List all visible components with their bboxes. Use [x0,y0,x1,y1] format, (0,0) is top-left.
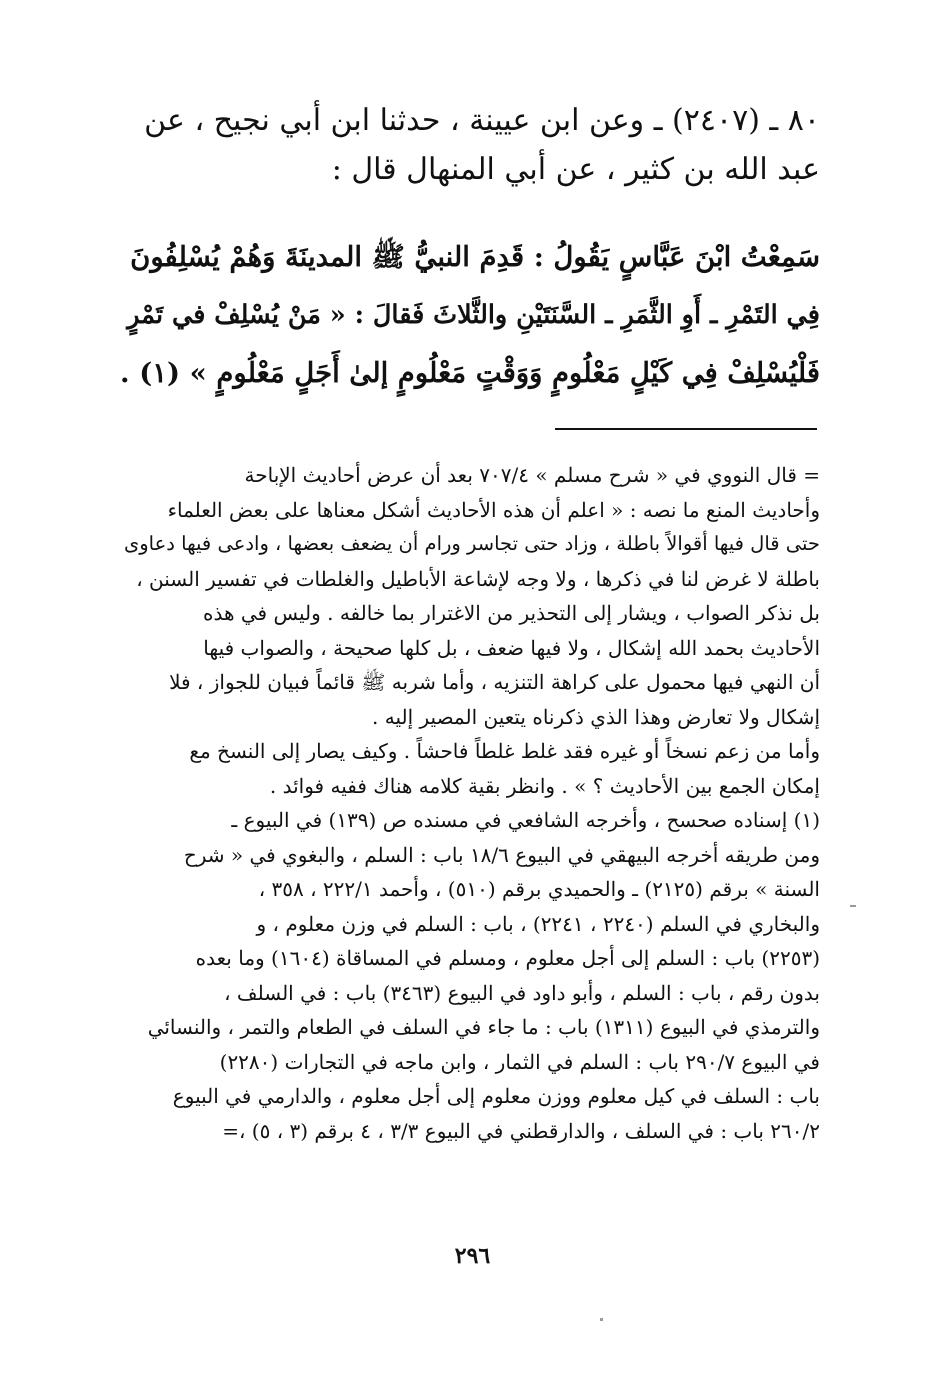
hadith-chain-header [120,96,820,194]
footnote-line: والترمذي في البيوع (١٣١١) باب : ما جاء في السلف في الطعام والتمر ، والنسائي [147,1015,820,1039]
footnote-line: في البيوع ٢٩٠/٧ باب : السلم في الثمار ، وابن ماجه في التجارات (٢٢٨٠) [219,1049,820,1074]
footnote-line: بدون رقم ، باب : السلم ، وأبو داود في البيوع (٣٤٦٣) باب : في السلف ، [224,980,820,1005]
footnotes [120,458,820,1148]
footnote-line: أن النهي فيها محمول على كراهة التنزيه ، وأما شربه ﷺ قائماً فبيان للجواز ، فلا [169,670,820,694]
header-line: ٨٠ ـ (٢٤٠٧) ـ وعن ابن عيينة ، حدثنا ابن أبي نجيح ، عن [144,103,820,138]
footnote-line: (١) إسناده صحسح ، وأخرجه الشافعي في مسنده ص (١٣٩) في البيوع ـ [231,808,820,832]
footnote-line: = قال النووي في « شرح مسلم » ٧٠٧/٤ بعد أن عرض أحاديث الإباحة [244,463,820,487]
footnote-line: ومن طريقه أخرجه البيهقي في البيوع ١٨/٦ باب : السلم ، والبغوي في « شرح [183,842,820,867]
footnote-line: والبخاري في السلم (٢٢٤٠ ، ٢٢٤١) ، باب : السلم في وزن معلوم ، و [256,911,820,936]
footnote-line: السنة » برقم (٢١٢٥) ـ والحميدي برقم (٥١٠) ، وأحمد ٢٢٢/١ ، ٣٥٨ ، [258,877,820,901]
footnote-line: حتى قال فيها أقوالاً باطلة ، وزاد حتى تجاسر ورام أن يضعف بعضها ، وادعى فيها دعاوى [123,532,820,555]
footnote-line: إمكان الجمع بين الأحاديث ؟ » . وانظر بقية كلامه هناك ففيه فوائد . [269,773,820,798]
footnote-line: وأحاديث المنع ما نصه : « اعلم أن هذه الأحاديث أشكل معناها على بعض العلماء [167,497,820,522]
scan-speck [850,905,856,907]
footnote-line: ٢٦٠/٢ باب : في السلف ، والدارقطني في البيوع ٣/٣ ، ٤ برقم (٣ ، ٥) ،= [222,1118,820,1143]
hadith-line: سَمِعْتُ ابْنَ عَبَّاسٍ يَقُولُ : قَدِمَ النبيُّ ﷺ المدينَةَ وَهُمْ يُسْلِفُونَ [130,241,820,273]
footnote-line: بل نذكر الصواب ، ويشار إلى التحذير من الاغترار بما خالفه . وليس في هذه [203,601,820,625]
footnote-line: باب : السلف في كيل معلوم ووزن معلوم إلى أجل معلوم ، والدارمي في البيوع [172,1084,820,1108]
scan-speck [600,1318,603,1321]
footnote-separator-rule [555,428,817,430]
page-number: ٢٩٦ [454,1243,491,1269]
footnote-line: وأما من زعم نسخاً أو غيره فقد غلط غلطاً فاحشاً . وكيف يصار إلى النسخ مع [189,739,820,763]
hadith-text [120,228,820,402]
footnote-line: إشكال ولا تعارض وهذا الذي ذكرناه يتعين المصير إليه . [372,704,820,729]
hadith-line: فَلْيُسْلِفْ فِي كَيْلٍ مَعْلُومٍ وَوَقْتٍ مَعْلُومٍ إلىٰ أَجَلٍ مَعْلُومٍ » (١) . [120,357,820,389]
hadith-line: فِي التَمْرِ ـ أَوِ الثَّمَرِ ـ السَّنَتَيْنِ والثَّلاثَ فَقالَ : « مَنْ يُسْلِفْ في تَمْرٍ [127,300,820,330]
footnote-line: الأحاديث بحمد الله إشكال ، ولا فيها ضعف ، بل كلها صحيحة ، والصواب فيها [203,635,820,660]
footnote-line: باطلة لا غرض لنا في ذكرها ، ولا وجه لإشاعة الأباطيل والغلطات في تفسير السنن ، [136,566,820,591]
header-line: عبد الله بن كثير ، عن أبي المنهال قال : [331,152,820,187]
footnote-line: (٢٢٥٣) باب : السلم إلى أجل معلوم ، ومسلم في المساقاة (١٦٠٤) وما بعده [195,946,820,970]
